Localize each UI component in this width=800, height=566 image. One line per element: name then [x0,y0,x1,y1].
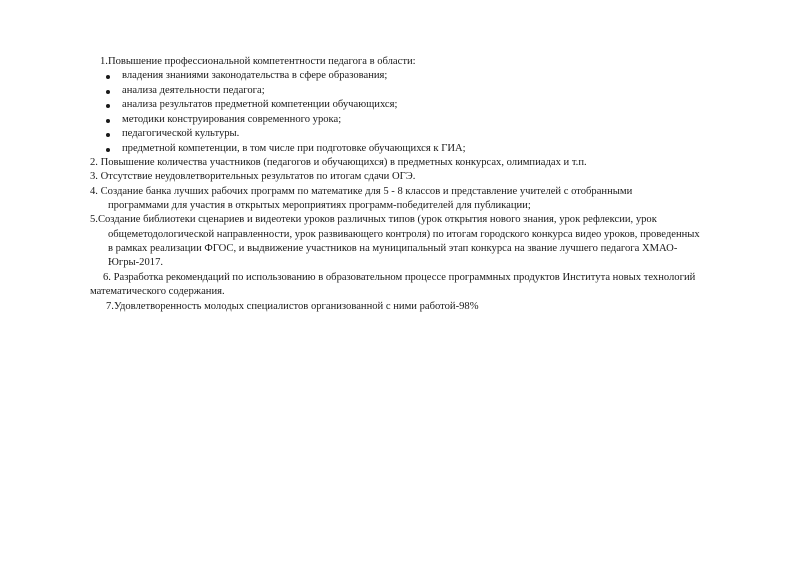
item-5-line-1: 5.Создание библиотеки сценариев и видеотеки уроков различных типов (урок открытия нового знания, урок рефлексии, урок [90,214,657,225]
item-6-line-1: 6. Разработка рекомендаций по использованию в образовательном процессе программных продуктов Института новых технологий [103,272,696,283]
item-5-line-3: в рамках реализации ФГОС, и выдвижение участников на муниципальный этап конкурса на звание лучшего педагога ХМАО- [108,243,678,254]
item-2: 2. Повышение количества участников (педагогов и обучающихся) в предметных конкурсах, олимпиадах и т.п. [90,157,587,168]
item-5-line-2: общеметодологической направленности, урок развивающего контроля) по итогам городского конкурса видео уроков, проведенных [108,229,700,240]
item-1-bullet-4: методики конструирования современного урока; [122,114,342,125]
item-1-bullet-2: анализа деятельности педагога; [122,85,265,96]
item-6-line-2: математического содержания. [90,286,225,297]
bullet-icon [106,104,110,108]
item-4-line-1: 4. Создание банка лучших рабочих программ по математике для 5 - 8 классов и представление учителей с отобранными [90,186,633,197]
bullet-icon [106,90,110,94]
bullet-icon [106,119,110,123]
item-7: 7.Удовлетворенность молодых специалистов организованной с ними работой-98% [106,301,479,312]
item-3: 3. Отсутствие неудовлетворительных результатов по итогам сдачи ОГЭ. [90,171,416,182]
item-1-bullet-5: педагогической культуры. [122,128,240,139]
item-1-bullet-6: предметной компетенции, в том числе при подготовке обучающихся к ГИА; [122,143,466,154]
item-1-bullet-3: анализа результатов предметной компетенции обучающихся; [122,99,398,110]
bullet-icon [106,133,110,137]
item-5-line-4: Югры-2017. [108,257,164,268]
bullet-icon [106,75,110,79]
item-1-bullet-1: владения знаниями законодательства в сфере образования; [122,70,388,81]
item-1-heading: 1.Повышение профессиональной компетентности педагога в области: [100,56,416,67]
bullet-icon [106,148,110,152]
item-4-line-2: программами для участия в открытых мероприятиях программ-победителей для публикации; [108,200,531,211]
